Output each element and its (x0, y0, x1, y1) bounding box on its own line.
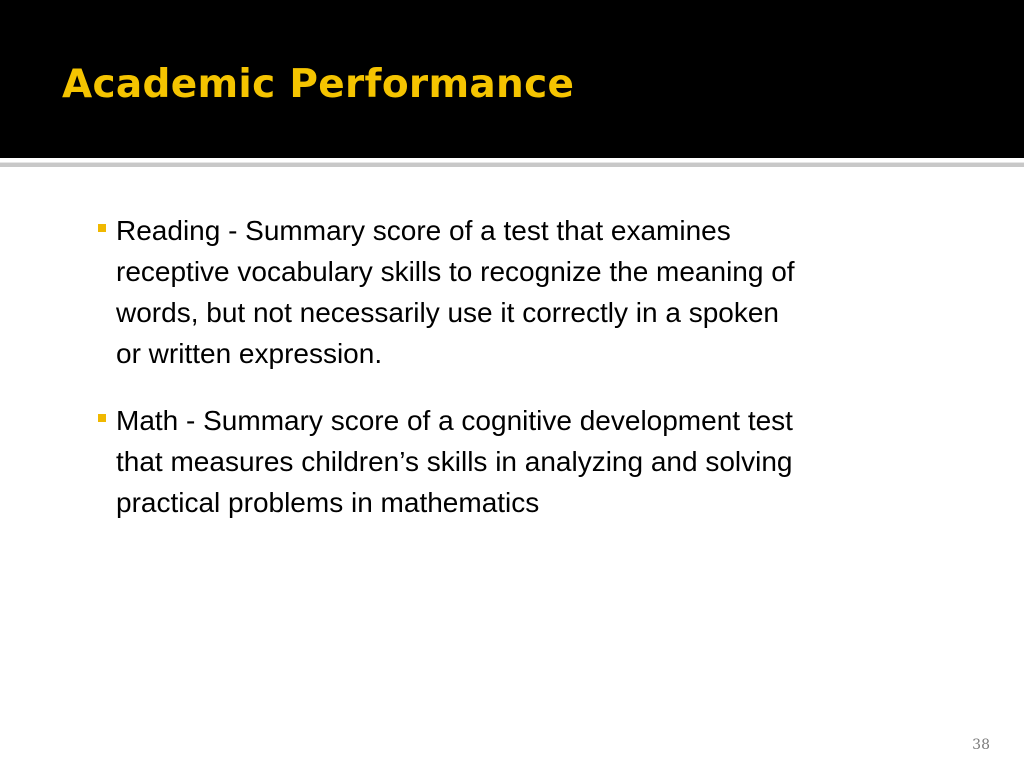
page-number: 38 (972, 737, 990, 753)
bullet-item-math (98, 400, 978, 523)
bullet-text: Math - Summary score of a cognitive development test that measures children’s skills in analyzing and solving practical problems in mathematics (116, 405, 793, 518)
bullet-text: Reading - Summary score of a test that examines receptive vocabulary skills to recognize the meaning of words, but not necessarily use it correctly in a spoken or written expression. (116, 215, 795, 369)
slide-title: Academic Performance (62, 62, 575, 107)
square-bullet-icon (98, 414, 106, 422)
square-bullet-icon (98, 224, 106, 232)
bullet-list (98, 210, 978, 549)
bullet-item-reading (98, 210, 978, 374)
title-divider (0, 162, 1024, 167)
